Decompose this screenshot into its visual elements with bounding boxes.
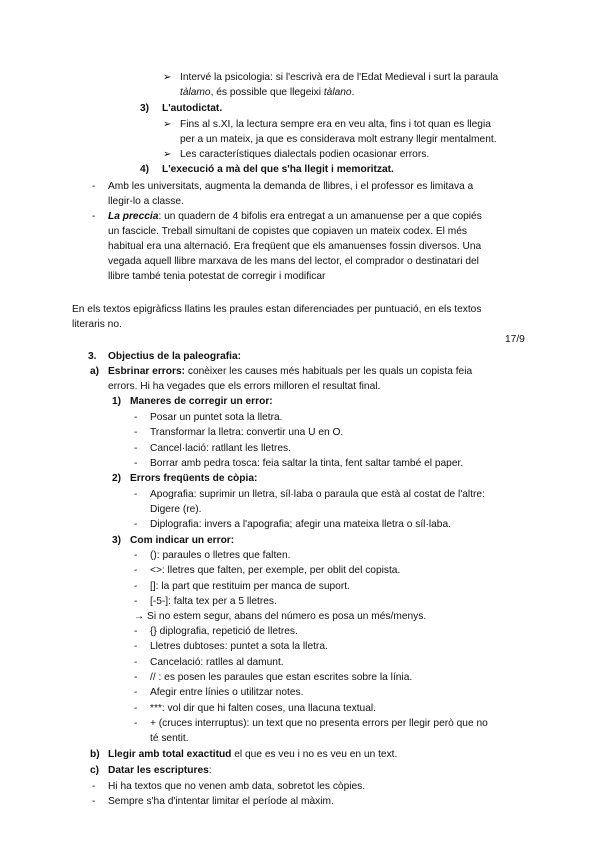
maneres-heading: Maneres de corregir un error: bbox=[130, 396, 273, 407]
autodictat-number: 3) bbox=[140, 103, 150, 114]
arrow-bullet-icon: ➢ bbox=[163, 119, 172, 130]
item-a-line-2: errors. Hi ha vegades que els errors milloren el resultat final. bbox=[108, 381, 381, 392]
indicar-item: // : es posen les paraules que estan escrites sobre la línia. bbox=[150, 671, 413, 683]
indicar-heading: Com indicar un error: bbox=[130, 535, 235, 546]
errors-heading: Errors freqüents de còpia: bbox=[130, 473, 258, 484]
indicar-item: ***: vol dir que hi falten coses, una llacuna textual. bbox=[150, 702, 376, 714]
indicar-item: (): paraules o lletres que falten. bbox=[150, 550, 291, 561]
execucio-number: 4) bbox=[140, 164, 150, 175]
indicar-item: {} diplografia, repetició de lletres. bbox=[150, 626, 298, 637]
dash-bullet: - bbox=[134, 565, 138, 577]
item-a-label: a) bbox=[90, 366, 100, 377]
preccia-line-4: vegada aquell llibre marxava de les mans del lector, el comprador o destinatari del bbox=[108, 256, 479, 267]
arrow-bullet-icon: ➢ bbox=[163, 149, 172, 160]
dash-bullet: - bbox=[134, 412, 138, 423]
preccia-line-1: La preccia: un quadern de 4 bifolis era entregat a un amanuense per a que copiés bbox=[108, 211, 482, 222]
execucio-heading: L'execució a mà del que s'ha llegit i memoritzat. bbox=[162, 164, 394, 175]
indicar-item: Cancelació: ratlles al damunt. bbox=[150, 656, 284, 668]
dash-bullet: - bbox=[134, 687, 138, 699]
date-label: 17/9 bbox=[505, 334, 525, 345]
dash-bullet: - bbox=[134, 519, 138, 530]
dash-bullet: - bbox=[134, 718, 138, 729]
apografia-line-1: Apografia: suprimir un lletra, síl·laba o paraula que està al costat de l'altre: bbox=[150, 489, 485, 500]
dash-bullet: - bbox=[134, 702, 138, 714]
dash-bullet: - bbox=[134, 442, 138, 454]
universitats-line-1: Amb les universitats, augmenta la demanda de llibres, i el professor es limitava a bbox=[108, 181, 474, 192]
item-c-line: Datar les escriptures: bbox=[108, 765, 212, 776]
indicar-item: <>: lletres que falten, per exemple, per oblit del copista. bbox=[150, 565, 401, 577]
maneres-item: Posar un puntet sota la lletra. bbox=[150, 412, 283, 423]
preccia-line-2: un fascicle. Treball simultani de copistes que copiaven un mateix codex. El més bbox=[108, 226, 468, 237]
diplografia-line: Diplografia: invers a l'apografia; afegir una mateixa lletra o síl·laba. bbox=[150, 519, 451, 530]
autodictat-bullet-2: Les característiques dialectals podien ocasionar errors. bbox=[180, 149, 430, 160]
dash-bullet: - bbox=[134, 580, 138, 592]
arrow-bullet-icon: ➢ bbox=[163, 72, 172, 83]
psychology-line-2: tàlamo, és possible que llegeixi tàlano. bbox=[180, 87, 355, 98]
dash-bullet: - bbox=[134, 671, 138, 683]
maneres-number: 1) bbox=[112, 396, 122, 407]
universitats-line-2: llegir-lo a classe. bbox=[108, 196, 184, 207]
section-3-title: Objectius de la paleografia: bbox=[108, 351, 242, 362]
dash-bullet: - bbox=[92, 796, 96, 808]
item-c-label: c) bbox=[90, 765, 100, 776]
dash-bullet: - bbox=[134, 656, 138, 668]
dash-bullet: - bbox=[92, 181, 96, 192]
dash-bullet: - bbox=[134, 641, 138, 653]
autodictat-bullet-1-cont: per a un mateix, ja que es considerava molt estrany llegir mentalment. bbox=[180, 134, 497, 145]
dash-bullet: - bbox=[134, 595, 138, 607]
item-b-line: Llegir amb total exactitud el que es veu i no es veu en un text. bbox=[108, 749, 398, 760]
indicar-item: Lletres dubtoses: puntet a sota la lletra. bbox=[150, 641, 328, 653]
item-a-line-1: Esbrinar errors: conèixer les causes més habituals per les quals un copista feia bbox=[108, 366, 473, 377]
dash-bullet: - bbox=[134, 626, 138, 637]
dash-bullet: - bbox=[134, 489, 138, 500]
cruces-line-1: + (cruces interruptus): un text que no presenta errors per llegir però que no bbox=[150, 718, 488, 729]
psychology-line-1: Intervé la psicologia: si l'escrivà era de l'Edat Medieval i surt la paraula bbox=[180, 72, 499, 83]
indicar-item: Afegir entre línies o utilitzar notes. bbox=[150, 687, 304, 699]
dash-bullet: - bbox=[92, 211, 96, 222]
preccia-line-3: habitual era una alternació. Era freqüent que els amanuenses fossin diversos. Una bbox=[108, 241, 482, 252]
preccia-line-5: llibre també tenia potestat de corregir i modificar bbox=[108, 271, 326, 282]
maneres-item: Borrar amb pedra tosca: feia saltar la tinta, fent saltar també el paper. bbox=[150, 457, 464, 469]
datar-item: Sempre s'ha d'intentar limitar el període al màxim. bbox=[108, 796, 334, 808]
maneres-item: Transformar la lletra: convertir una U en O. bbox=[150, 427, 344, 439]
dash-bullet: - bbox=[134, 457, 138, 469]
dash-bullet: - bbox=[134, 427, 138, 439]
section-3-number: 3. bbox=[88, 351, 97, 362]
indicar-item: [-5-]: falta tex per a 5 lletres. bbox=[150, 595, 277, 607]
arrow-note: → Si no estem segur, abans del número es posa un més/menys. bbox=[134, 611, 427, 622]
dash-bullet: - bbox=[134, 550, 138, 561]
dash-bullet: - bbox=[92, 781, 96, 792]
autodictat-bullet-1: Fins al s.XI, la lectura sempre era en veu alta, fins i tot quan es llegia bbox=[180, 119, 491, 130]
maneres-item: Cancel·lació: ratllant les lletres. bbox=[150, 442, 291, 454]
indicar-number: 3) bbox=[112, 535, 122, 546]
apografia-line-2: Digere (re). bbox=[150, 504, 202, 515]
errors-number: 2) bbox=[112, 473, 122, 484]
item-b-label: b) bbox=[90, 749, 100, 760]
cruces-line-2: té sentit. bbox=[150, 733, 189, 744]
indicar-item: []: la part que restituim per manca de suport. bbox=[150, 580, 350, 592]
epigraf-line-2: literaris no. bbox=[72, 319, 122, 330]
epigraf-line-1: En els textos epigràficss llatins les praules estan diferenciades per puntuació, en els textos bbox=[72, 304, 482, 315]
autodictat-heading: L'autodictat. bbox=[162, 103, 223, 114]
datar-item: Hi ha textos que no venen amb data, sobretot les còpies. bbox=[108, 781, 366, 792]
